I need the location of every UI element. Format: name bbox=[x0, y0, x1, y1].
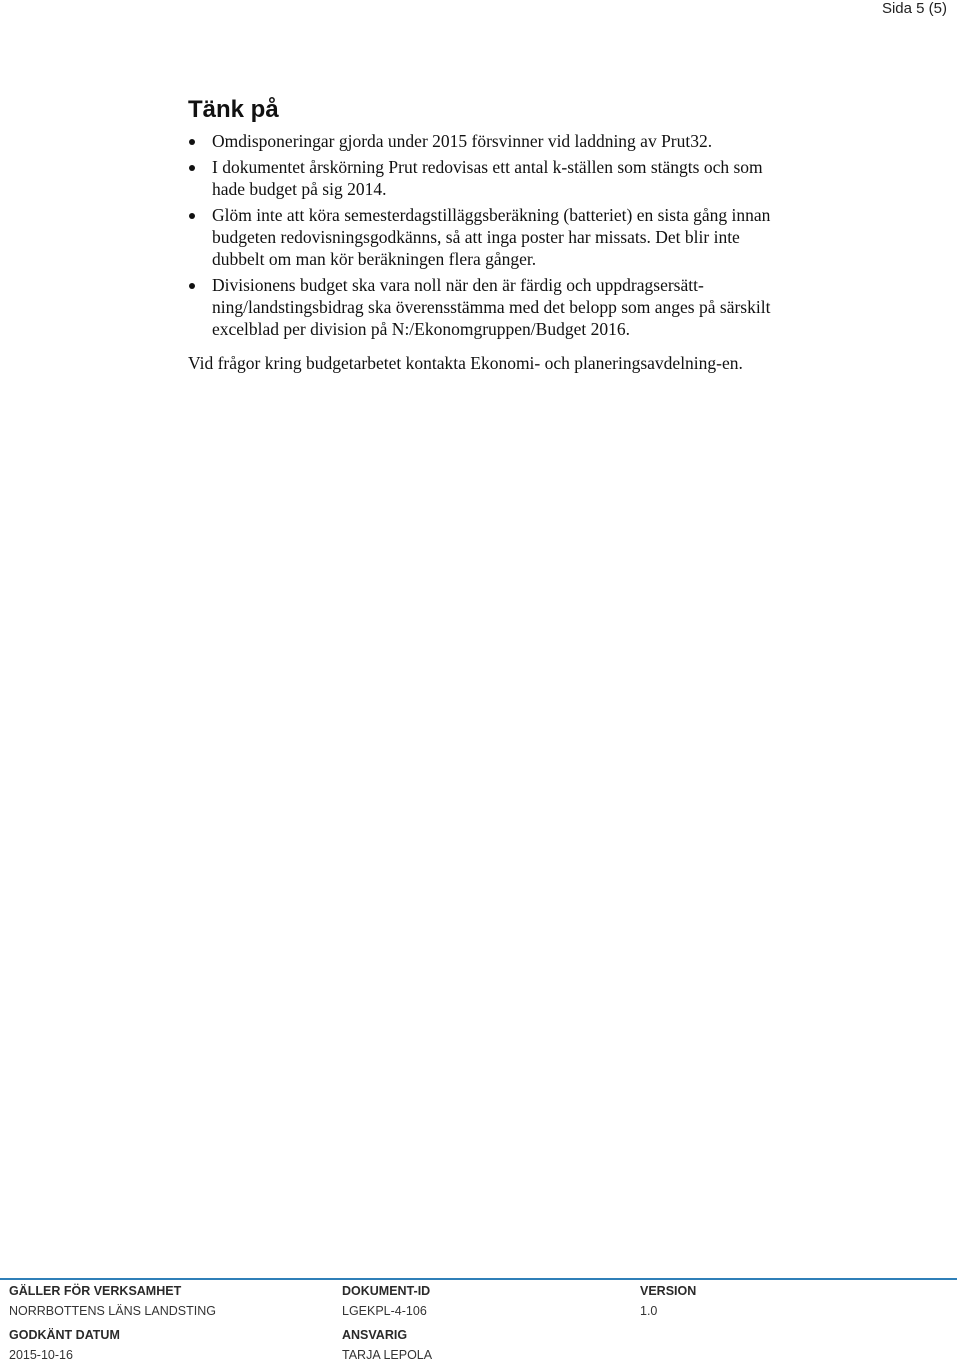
footer-divider bbox=[0, 1278, 957, 1280]
bullet-list bbox=[188, 130, 788, 344]
bullet-icon bbox=[189, 165, 195, 171]
list-item-text: Omdisponeringar gjorda under 2015 försvinner vid laddning av Prut32. bbox=[212, 131, 713, 151]
document-id-value: LGEKPL-4-106 bbox=[342, 1304, 427, 1318]
bullet-icon bbox=[189, 283, 195, 289]
list-item-text: Glöm inte att köra semesterdagstilläggsberäkning (batteriet) en sista gång innan budgeten redovisningsgodkänns, så att inga poster har missats. Det blir inte dubbelt om man kör beräkningen flera gånger. bbox=[212, 205, 771, 269]
list-item bbox=[188, 156, 788, 200]
version-value: 1.0 bbox=[640, 1304, 658, 1318]
applies-to-label: GÄLLER FÖR VERKSAMHET bbox=[9, 1284, 182, 1298]
responsible-label: ANSVARIG bbox=[342, 1328, 408, 1342]
applies-to-value: NORRBOTTENS LÄNS LANDSTING bbox=[9, 1304, 216, 1318]
section-heading: Tänk på bbox=[188, 96, 279, 123]
list-item bbox=[188, 130, 788, 152]
footer-value-row bbox=[0, 1348, 960, 1364]
responsible-value: TARJA LEPOLA bbox=[342, 1348, 433, 1362]
list-item bbox=[188, 204, 788, 270]
approved-date-value: 2015-10-16 bbox=[9, 1348, 73, 1362]
list-item-text: Divisionens budget ska vara noll när den är färdig och uppdragsersätt-ning/landstingsbidrag ska överensstämma med det belopp som anges på särskilt excelblad per division på N:/Ekonomgruppen/Budget 2016. bbox=[212, 275, 771, 339]
list-item bbox=[188, 274, 788, 340]
footer-label-row bbox=[0, 1328, 960, 1344]
document-id-label: DOKUMENT-ID bbox=[342, 1284, 431, 1298]
page-number: Sida 5 (5) bbox=[881, 0, 947, 17]
footer-value-row bbox=[0, 1304, 960, 1320]
list-item-text: I dokumentet årskörning Prut redovisas ett antal k-ställen som stängts och som hade budget på sig 2014. bbox=[212, 157, 763, 199]
bullet-icon bbox=[189, 213, 195, 219]
footer-label-row bbox=[0, 1284, 960, 1300]
bullet-icon bbox=[189, 139, 195, 145]
closing-paragraph: Vid frågor kring budgetarbetet kontakta Ekonomi- och planeringsavdelning-en. bbox=[188, 353, 743, 373]
version-label: VERSION bbox=[640, 1284, 697, 1298]
approved-date-label: GODKÄNT DATUM bbox=[9, 1328, 120, 1342]
